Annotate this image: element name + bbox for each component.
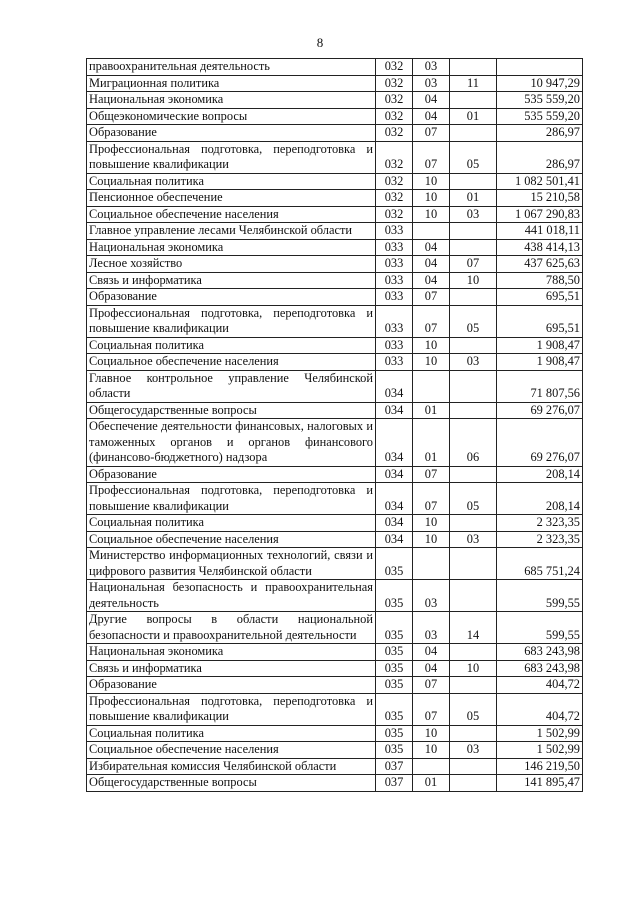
department-code-cell: 032 [376, 75, 413, 92]
table-row [87, 206, 583, 223]
section-code-cell: 04 [413, 256, 450, 273]
section-code-cell: 07 [413, 677, 450, 694]
subsection-code-cell [450, 725, 497, 742]
table-row [87, 59, 583, 76]
subsection-code-cell: 05 [450, 693, 497, 725]
subsection-code-cell: 01 [450, 190, 497, 207]
table-row [87, 775, 583, 792]
section-code-cell: 10 [413, 206, 450, 223]
table-row [87, 548, 583, 580]
table-row [87, 173, 583, 190]
amount-cell: 208,14 [497, 483, 583, 515]
table-row [87, 758, 583, 775]
page-number: 8 [316, 35, 324, 50]
amount-cell: 438 414,13 [497, 239, 583, 256]
section-code-cell: 07 [413, 483, 450, 515]
section-code-cell [413, 548, 450, 580]
section-code-cell [413, 223, 450, 240]
row-name-cell: Миграционная политика [87, 75, 376, 92]
department-code-cell: 035 [376, 725, 413, 742]
subsection-code-cell: 11 [450, 75, 497, 92]
row-name-cell: Социальное обеспечение населения [87, 354, 376, 371]
subsection-code-cell [450, 289, 497, 306]
amount-cell: 788,50 [497, 272, 583, 289]
section-code-cell: 10 [413, 531, 450, 548]
row-name-cell: Социальная политика [87, 337, 376, 354]
section-code-cell: 07 [413, 693, 450, 725]
row-name-cell: Общегосударственные вопросы [87, 402, 376, 419]
table-row [87, 644, 583, 661]
row-name-cell: правоохранительная деятельность [87, 59, 376, 76]
table-row [87, 141, 583, 173]
department-code-cell: 032 [376, 108, 413, 125]
section-code-cell: 04 [413, 644, 450, 661]
table-row [87, 125, 583, 142]
table-row [87, 239, 583, 256]
department-code-cell: 034 [376, 370, 413, 402]
department-code-cell: 032 [376, 59, 413, 76]
table-row [87, 419, 583, 467]
subsection-code-cell [450, 59, 497, 76]
department-code-cell: 033 [376, 305, 413, 337]
amount-cell: 69 276,07 [497, 419, 583, 467]
department-code-cell: 033 [376, 337, 413, 354]
subsection-code-cell [450, 466, 497, 483]
amount-cell: 535 559,20 [497, 92, 583, 109]
row-name-cell: Лесное хозяйство [87, 256, 376, 273]
table-row [87, 483, 583, 515]
subsection-code-cell: 06 [450, 419, 497, 467]
subsection-code-cell [450, 239, 497, 256]
table-row [87, 223, 583, 240]
row-name-cell: Министерство информационных технологий, связи и цифрового развития Челябинской области [87, 548, 376, 580]
department-code-cell: 032 [376, 206, 413, 223]
table-row [87, 370, 583, 402]
department-code-cell: 032 [376, 141, 413, 173]
amount-cell: 683 243,98 [497, 660, 583, 677]
department-code-cell: 032 [376, 190, 413, 207]
department-code-cell: 033 [376, 239, 413, 256]
amount-cell: 1 502,99 [497, 742, 583, 759]
subsection-code-cell: 10 [450, 660, 497, 677]
subsection-code-cell: 05 [450, 141, 497, 173]
row-name-cell: Избирательная комиссия Челябинской области [87, 758, 376, 775]
table-row [87, 305, 583, 337]
department-code-cell: 033 [376, 289, 413, 306]
row-name-cell: Другие вопросы в области национальной безопасности и правоохранительной деятельности [87, 612, 376, 644]
table-row [87, 677, 583, 694]
subsection-code-cell [450, 580, 497, 612]
amount-cell: 208,14 [497, 466, 583, 483]
amount-cell: 69 276,07 [497, 402, 583, 419]
amount-cell: 146 219,50 [497, 758, 583, 775]
subsection-code-cell: 03 [450, 531, 497, 548]
row-name-cell: Социальная политика [87, 725, 376, 742]
section-code-cell [413, 370, 450, 402]
row-name-cell: Главное управление лесами Челябинской области [87, 223, 376, 240]
subsection-code-cell [450, 515, 497, 532]
section-code-cell: 10 [413, 515, 450, 532]
section-code-cell [413, 758, 450, 775]
row-name-cell: Образование [87, 125, 376, 142]
row-name-cell: Профессиональная подготовка, переподготовка и повышение квалификации [87, 693, 376, 725]
row-name-cell: Национальная безопасность и правоохранительная деятельность [87, 580, 376, 612]
subsection-code-cell [450, 677, 497, 694]
department-code-cell: 032 [376, 125, 413, 142]
department-code-cell: 035 [376, 677, 413, 694]
table-row [87, 402, 583, 419]
table-row [87, 693, 583, 725]
section-code-cell: 10 [413, 337, 450, 354]
row-name-cell: Национальная экономика [87, 239, 376, 256]
table-row [87, 75, 583, 92]
section-code-cell: 03 [413, 612, 450, 644]
subsection-code-cell [450, 173, 497, 190]
section-code-cell: 10 [413, 354, 450, 371]
section-code-cell: 07 [413, 141, 450, 173]
table-row [87, 289, 583, 306]
table-row [87, 580, 583, 612]
section-code-cell: 07 [413, 289, 450, 306]
department-code-cell: 034 [376, 466, 413, 483]
department-code-cell: 033 [376, 223, 413, 240]
table-row [87, 92, 583, 109]
amount-cell: 141 895,47 [497, 775, 583, 792]
table-row [87, 256, 583, 273]
department-code-cell: 035 [376, 693, 413, 725]
subsection-code-cell [450, 370, 497, 402]
amount-cell: 599,55 [497, 580, 583, 612]
department-code-cell: 033 [376, 256, 413, 273]
subsection-code-cell [450, 92, 497, 109]
subsection-code-cell: 07 [450, 256, 497, 273]
section-code-cell: 10 [413, 173, 450, 190]
department-code-cell: 034 [376, 515, 413, 532]
amount-cell: 695,51 [497, 305, 583, 337]
amount-cell: 1 908,47 [497, 337, 583, 354]
section-code-cell: 07 [413, 305, 450, 337]
subsection-code-cell [450, 223, 497, 240]
subsection-code-cell: 05 [450, 305, 497, 337]
amount-cell: 1 082 501,41 [497, 173, 583, 190]
amount-cell: 1 908,47 [497, 354, 583, 371]
amount-cell: 2 323,35 [497, 515, 583, 532]
amount-cell: 15 210,58 [497, 190, 583, 207]
amount-cell: 437 625,63 [497, 256, 583, 273]
section-code-cell: 01 [413, 775, 450, 792]
department-code-cell: 033 [376, 272, 413, 289]
amount-cell: 599,55 [497, 612, 583, 644]
table-row [87, 612, 583, 644]
table-row [87, 272, 583, 289]
department-code-cell: 033 [376, 354, 413, 371]
section-code-cell: 07 [413, 466, 450, 483]
section-code-cell: 01 [413, 419, 450, 467]
row-name-cell: Общегосударственные вопросы [87, 775, 376, 792]
department-code-cell: 035 [376, 644, 413, 661]
subsection-code-cell [450, 402, 497, 419]
section-code-cell: 03 [413, 59, 450, 76]
department-code-cell: 034 [376, 402, 413, 419]
row-name-cell: Образование [87, 289, 376, 306]
amount-cell: 286,97 [497, 125, 583, 142]
subsection-code-cell [450, 337, 497, 354]
subsection-code-cell: 03 [450, 206, 497, 223]
table-row [87, 190, 583, 207]
section-code-cell: 10 [413, 725, 450, 742]
subsection-code-cell [450, 644, 497, 661]
row-name-cell: Связь и информатика [87, 272, 376, 289]
row-name-cell: Образование [87, 677, 376, 694]
table-row [87, 725, 583, 742]
row-name-cell: Социальная политика [87, 173, 376, 190]
amount-cell: 535 559,20 [497, 108, 583, 125]
table-row [87, 515, 583, 532]
amount-cell: 683 243,98 [497, 644, 583, 661]
department-code-cell: 035 [376, 612, 413, 644]
amount-cell: 695,51 [497, 289, 583, 306]
row-name-cell: Социальное обеспечение населения [87, 742, 376, 759]
row-name-cell: Общеэкономические вопросы [87, 108, 376, 125]
section-code-cell: 10 [413, 190, 450, 207]
subsection-code-cell [450, 758, 497, 775]
department-code-cell: 032 [376, 173, 413, 190]
department-code-cell: 035 [376, 548, 413, 580]
amount-cell: 441 018,11 [497, 223, 583, 240]
amount-cell: 404,72 [497, 677, 583, 694]
amount-cell: 404,72 [497, 693, 583, 725]
amount-cell: 10 947,29 [497, 75, 583, 92]
department-code-cell: 035 [376, 580, 413, 612]
table-row [87, 531, 583, 548]
row-name-cell: Профессиональная подготовка, переподготовка и повышение квалификации [87, 141, 376, 173]
department-code-cell: 035 [376, 660, 413, 677]
amount-cell: 1 502,99 [497, 725, 583, 742]
section-code-cell: 04 [413, 108, 450, 125]
section-code-cell: 07 [413, 125, 450, 142]
department-code-cell: 035 [376, 742, 413, 759]
subsection-code-cell [450, 125, 497, 142]
table-row [87, 108, 583, 125]
section-code-cell: 04 [413, 660, 450, 677]
table-row [87, 742, 583, 759]
budget-table [86, 58, 583, 792]
table-row [87, 337, 583, 354]
section-code-cell: 03 [413, 580, 450, 612]
table-row [87, 660, 583, 677]
row-name-cell: Социальное обеспечение населения [87, 206, 376, 223]
amount-cell: 1 067 290,83 [497, 206, 583, 223]
department-code-cell: 037 [376, 775, 413, 792]
section-code-cell: 04 [413, 92, 450, 109]
budget-table-body [87, 59, 583, 792]
row-name-cell: Национальная экономика [87, 644, 376, 661]
section-code-cell: 04 [413, 272, 450, 289]
department-code-cell: 037 [376, 758, 413, 775]
row-name-cell: Главное контрольное управление Челябинской области [87, 370, 376, 402]
department-code-cell: 034 [376, 483, 413, 515]
row-name-cell: Пенсионное обеспечение [87, 190, 376, 207]
section-code-cell: 10 [413, 742, 450, 759]
amount-cell [497, 59, 583, 76]
department-code-cell: 032 [376, 92, 413, 109]
row-name-cell: Национальная экономика [87, 92, 376, 109]
table-row [87, 354, 583, 371]
subsection-code-cell [450, 775, 497, 792]
subsection-code-cell: 10 [450, 272, 497, 289]
subsection-code-cell: 01 [450, 108, 497, 125]
row-name-cell: Образование [87, 466, 376, 483]
amount-cell: 685 751,24 [497, 548, 583, 580]
department-code-cell: 034 [376, 419, 413, 467]
section-code-cell: 04 [413, 239, 450, 256]
row-name-cell: Обеспечение деятельности финансовых, налоговых и таможенных органов и органов финансового (финансово-бюджетного) надзора [87, 419, 376, 467]
section-code-cell: 01 [413, 402, 450, 419]
row-name-cell: Профессиональная подготовка, переподготовка и повышение квалификации [87, 483, 376, 515]
row-name-cell: Социальная политика [87, 515, 376, 532]
amount-cell: 286,97 [497, 141, 583, 173]
subsection-code-cell [450, 548, 497, 580]
amount-cell: 71 807,56 [497, 370, 583, 402]
subsection-code-cell: 14 [450, 612, 497, 644]
subsection-code-cell: 03 [450, 354, 497, 371]
department-code-cell: 034 [376, 531, 413, 548]
table-row [87, 466, 583, 483]
row-name-cell: Социальное обеспечение населения [87, 531, 376, 548]
amount-cell: 2 323,35 [497, 531, 583, 548]
subsection-code-cell: 05 [450, 483, 497, 515]
row-name-cell: Связь и информатика [87, 660, 376, 677]
subsection-code-cell: 03 [450, 742, 497, 759]
row-name-cell: Профессиональная подготовка, переподготовка и повышение квалификации [87, 305, 376, 337]
section-code-cell: 03 [413, 75, 450, 92]
